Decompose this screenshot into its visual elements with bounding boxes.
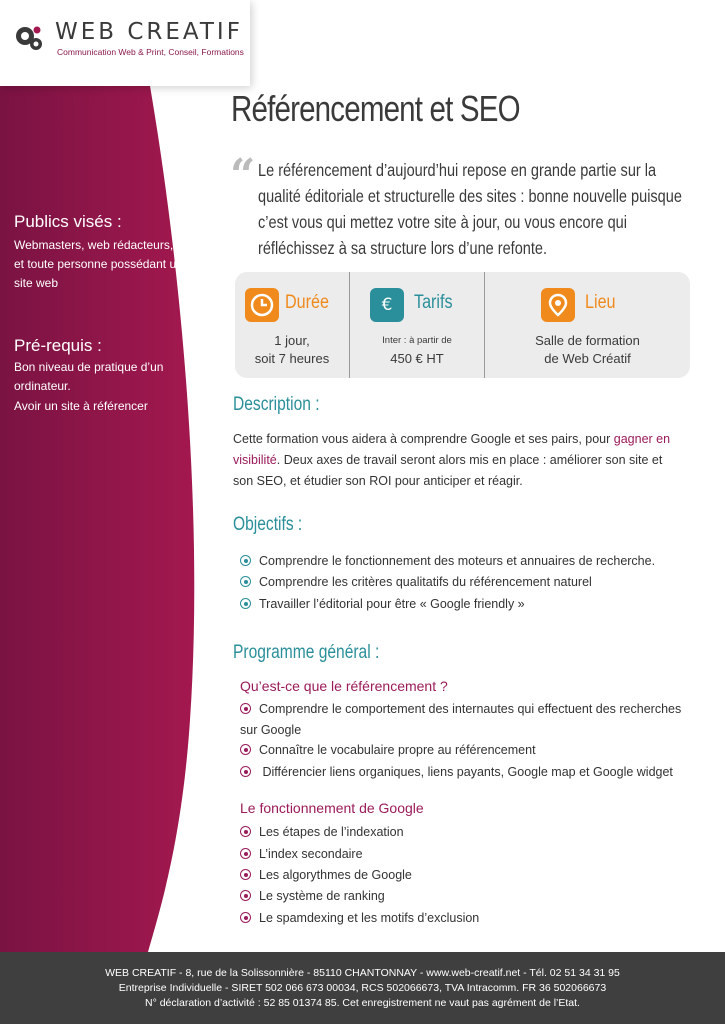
brand-name: WEB CREATIF — [55, 19, 243, 45]
program-heading: Programme général : — [233, 642, 380, 663]
duration-line: 1 jour, — [274, 333, 310, 348]
program-item — [240, 908, 690, 929]
duration-line: soit 7 heures — [254, 351, 330, 366]
info-panel — [235, 272, 690, 378]
description-part: . Deux axes de travail seront alors mis en place : améliorer son site et son SEO, et étudier son ROI pour anticiper et réagir. — [233, 453, 663, 488]
objective-item — [240, 572, 690, 593]
objective-text: Comprendre les critères qualitatifs du référencement naturel — [259, 575, 592, 589]
brand-logo-icon — [14, 24, 44, 54]
program-item — [240, 762, 690, 783]
bullet-icon — [240, 912, 251, 923]
description-part: Cette formation vous aidera à comprendre Google et ses pairs, pour — [233, 432, 614, 446]
program-item — [240, 865, 690, 886]
objective-text: Travailler l’éditorial pour être « Google friendly » — [259, 597, 525, 611]
price-note: Inter : à partir de — [382, 335, 452, 346]
program-item — [240, 886, 690, 907]
program-item-text: Connaître le vocabulaire propre au référencement — [259, 743, 536, 757]
price-block — [350, 272, 484, 378]
logo-block[interactable] — [0, 0, 250, 86]
description-heading: Description : — [233, 394, 320, 415]
quote-mark-icon: “ — [230, 150, 256, 201]
location-block — [485, 272, 690, 378]
location-value — [485, 332, 690, 368]
prerequisites-heading: Pré-requis : — [14, 336, 102, 355]
program-section-title: Qu’est-ce que le référencement ? — [240, 678, 448, 694]
prerequisite-item: Bon niveau de pratique d’un ordinateur. — [14, 360, 164, 393]
bullet-icon — [240, 598, 251, 609]
duration-block — [235, 272, 349, 378]
price-title: Tarifs — [414, 292, 453, 313]
program-item — [240, 740, 690, 761]
price-amount: 450 € HT — [390, 351, 444, 366]
audience-text: Webmasters, web rédacteurs, et toute personne possédant un site web — [14, 238, 183, 290]
description-highlight: gagner en visibilité — [233, 432, 671, 467]
page-title: Référencement et SEO — [231, 88, 520, 129]
objective-item — [240, 594, 690, 615]
intro-quote: Le référencement d’aujourd’hui repose en grande partie sur la qualité éditoriale et structurelle des sites : bonne nouvelle puisque c’est vous qui mettez votre site à jour, ou vous encore qui réfléchissez à sa structure lors d’une refonte. — [258, 160, 682, 258]
duration-title: Durée — [285, 292, 329, 313]
location-title: Lieu — [585, 292, 616, 313]
euro-icon: € — [370, 288, 404, 322]
program-item-text: Le système de ranking — [259, 889, 385, 903]
audience-heading: Publics visés : — [14, 212, 122, 231]
program-item-text: Différencier liens organiques, liens payants, Google map et Google widget — [259, 765, 673, 779]
location-line: de Web Créatif — [544, 351, 631, 366]
bullet-icon — [240, 766, 251, 777]
location-line: Salle de formation — [535, 333, 640, 348]
footer-line: WEB CREATIF - 8, rue de la Solissonnière - 85110 CHANTONNAY - www.web-creatif.net - Tél. 02 51 34 31 95 — [105, 967, 620, 979]
program-item-text: L’index secondaire — [259, 847, 363, 861]
bullet-icon — [240, 703, 251, 714]
bullet-icon — [240, 826, 251, 837]
objective-item — [240, 551, 690, 572]
duration-value — [235, 332, 349, 368]
brand-tagline: Communication Web & Print, Conseil, Formations — [57, 47, 244, 57]
description-text — [233, 429, 683, 492]
program-item-text: Comprendre le comportement des internautes qui effectuent des recherches sur Google — [240, 702, 682, 737]
footer-line: N° déclaration d’activité : 52 85 01374 85. Cet enregistrement ne vaut pas agrément de l’Etat. — [145, 997, 580, 1009]
clock-icon — [245, 288, 279, 322]
bullet-icon — [240, 890, 251, 901]
program-item — [240, 699, 690, 741]
location-pin-icon — [541, 288, 575, 322]
bullet-icon — [240, 744, 251, 755]
program-item-text: Le spamdexing et les motifs d’exclusion — [259, 911, 480, 925]
program-item — [240, 822, 690, 843]
program-item-text: Les algorythmes de Google — [259, 868, 412, 882]
bullet-icon — [240, 555, 251, 566]
footer-line: Entreprise Individuelle - SIRET 502 066 673 00034, RCS 502066673, TVA Intracomm. FR 36 502066673 — [118, 982, 607, 994]
program-section-title: Le fonctionnement de Google — [240, 800, 424, 816]
objectives-heading: Objectifs : — [233, 514, 303, 535]
bullet-icon — [240, 576, 251, 587]
prerequisite-item: Avoir un site à référencer — [14, 399, 148, 413]
objective-text: Comprendre le fonctionnement des moteurs et annuaires de recherche. — [259, 554, 656, 568]
program-item-text: Les étapes de l’indexation — [259, 825, 404, 839]
bullet-icon — [240, 848, 251, 859]
program-item — [240, 844, 690, 865]
price-value — [350, 332, 484, 368]
footer — [0, 952, 725, 1024]
bullet-icon — [240, 869, 251, 880]
